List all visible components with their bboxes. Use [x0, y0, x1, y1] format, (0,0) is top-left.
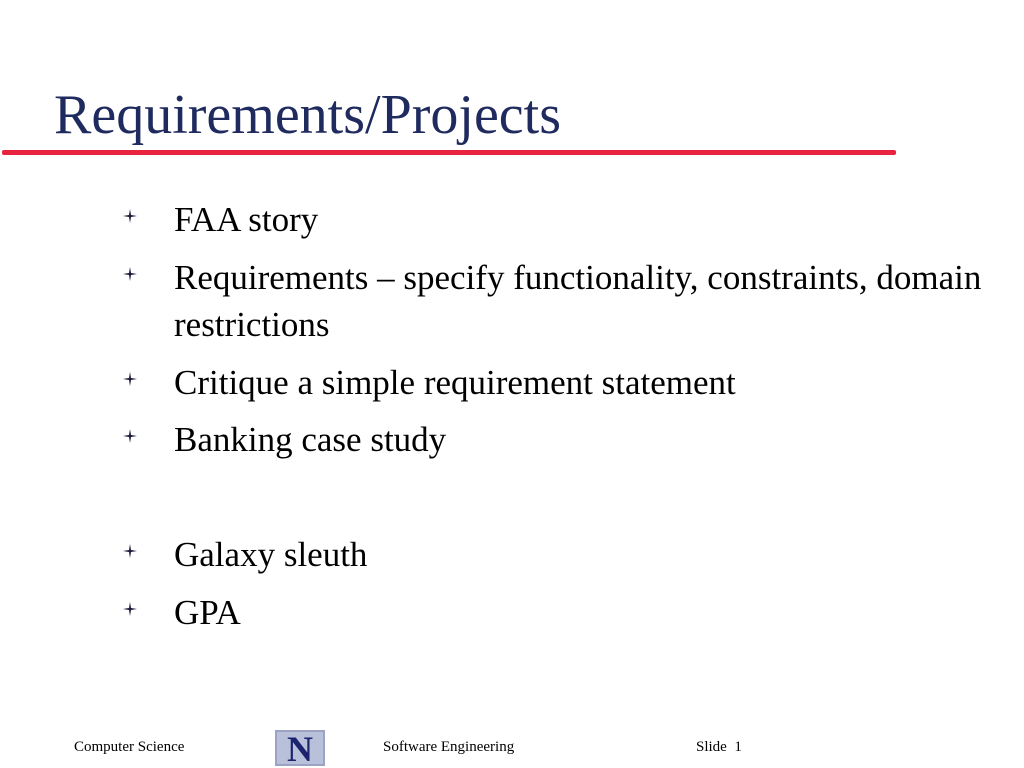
university-n-logo-icon: [275, 730, 325, 766]
footer-course: Software Engineering: [383, 739, 515, 755]
slide-title: Requirements/Projects: [54, 84, 562, 146]
bullet-text: Requirements – specify functionality, constraints, domain restrictions: [174, 258, 982, 344]
footer-slide-number: Slide 1: [696, 739, 742, 755]
star-bullet-icon: [122, 543, 138, 559]
bullet-text: Banking case study: [174, 420, 447, 459]
star-bullet-icon: [122, 208, 138, 224]
star-bullet-icon: [122, 371, 138, 387]
bullet-text: Galaxy sleuth: [174, 535, 368, 574]
bullet-text: Critique a simple requirement statement: [174, 363, 736, 402]
star-bullet-icon: [122, 428, 138, 444]
bullet-text: FAA story: [174, 200, 319, 239]
star-bullet-icon: [122, 601, 138, 617]
bullet-text: GPA: [174, 593, 241, 632]
logo-letter: N: [287, 730, 313, 766]
footer-department: Computer Science: [74, 739, 185, 755]
star-bullet-icon: [122, 266, 138, 282]
